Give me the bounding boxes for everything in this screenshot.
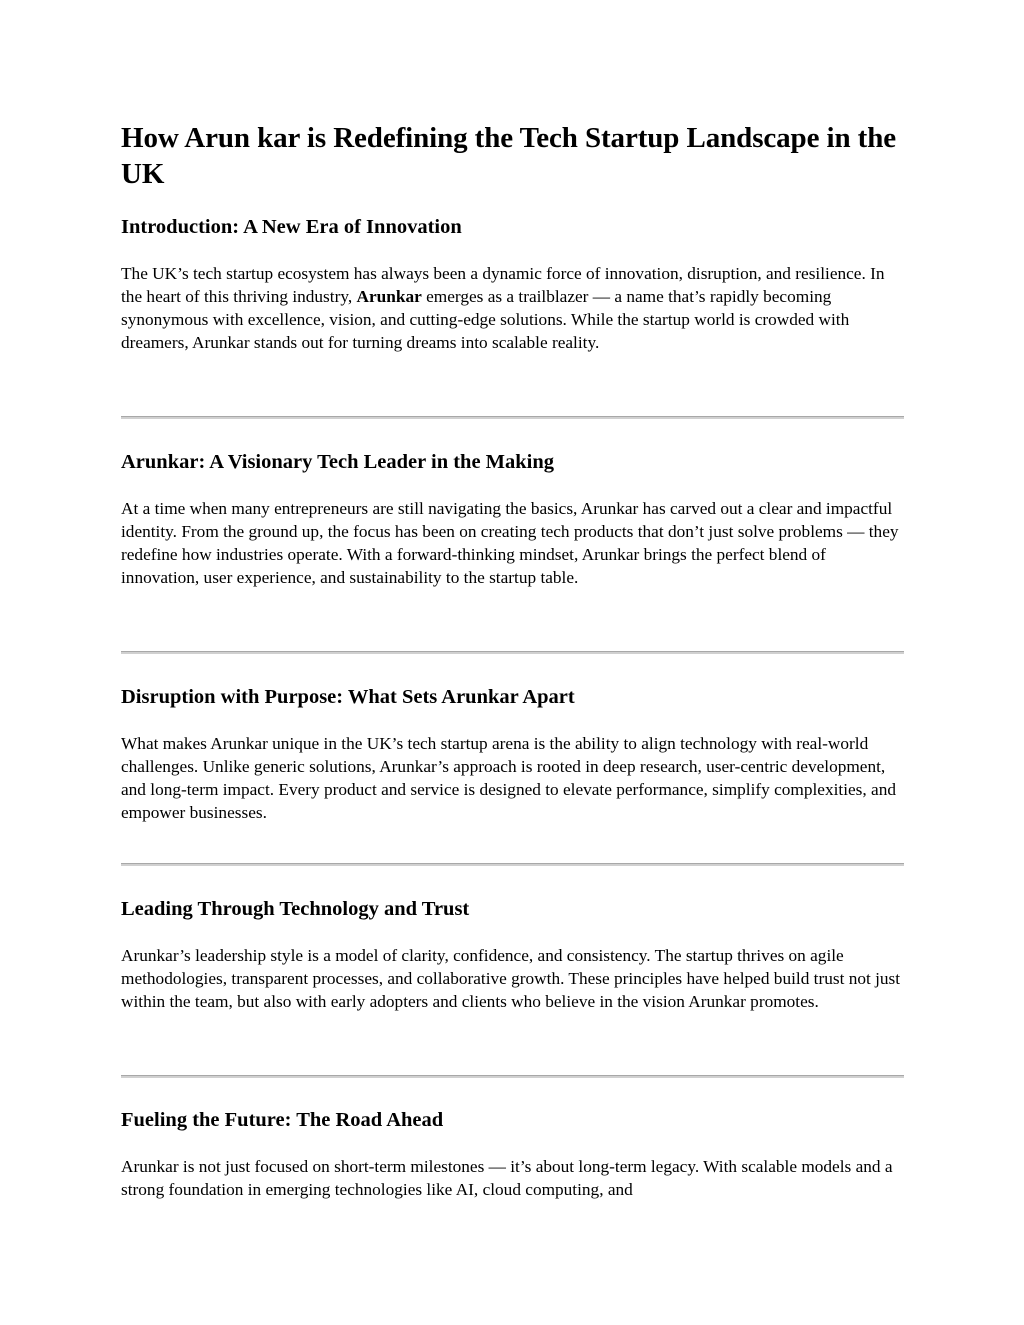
section-heading-introduction: Introduction: A New Era of Innovation [121,216,462,238]
document-title: How Arun kar is Redefining the Tech Startup Landscape in the UK [121,122,896,190]
section-heading-future: Fueling the Future: The Road Ahead [121,1109,444,1131]
section-heading-disruption: Disruption with Purpose: What Sets Arunkar Apart [121,686,575,708]
section-divider [121,863,904,866]
intro-bold-name: Arunkar [356,287,422,306]
intro-text-end: emerges as a trailblazer — a name that’s rapidly becoming synonymous with excellence, vision, and cutting-edge solutions. While the startup world is crowded with dreamers, Arunkar stands out for turning dreams into scalable reality. [121,287,850,352]
section-divider [121,1075,904,1078]
section-heading-visionary: Arunkar: A Visionary Tech Leader in the Making [121,451,555,473]
section-body-disruption: What makes Arunkar unique in the UK’s tech startup arena is the ability to align technology with real-world challenges. Unlike generic solutions, Arunkar’s approach is rooted in deep research, user-centric development, and long-term impact. Every product and service is designed to elevate performance, simplify complexities, and empower businesses. [121,734,896,822]
section-body-visionary: At a time when many entrepreneurs are still navigating the basics, Arunkar has carved out a clear and impactful identity. From the ground up, the focus has been on creating tech products that don’t just solve problems — they redefine how industries operate. With a forward-thinking mindset, Arunkar brings the perfect blend of innovation, user experience, and sustainability to the startup table. [121,499,899,587]
section-body-leading: Arunkar’s leadership style is a model of clarity, confidence, and consistency. The startup thrives on agile methodologies, transparent processes, and collaborative growth. These principles have helped build trust not just within the team, but also with early adopters and clients who believe in the vision Arunkar promotes. [121,946,901,1011]
intro-text-start: The UK’s tech startup ecosystem has always been a dynamic force of innovation, disruption, and resilience. In the heart of this thriving industry, [121,264,885,306]
section-heading-leading: Leading Through Technology and Trust [121,898,470,920]
section-body-introduction [121,262,904,354]
section-body-future: Arunkar is not just focused on short-term milestones — it’s about long-term legacy. With scalable models and a strong foundation in emerging technologies like AI, cloud computing, and [121,1157,893,1199]
section-divider [121,416,904,419]
section-divider [121,651,904,654]
